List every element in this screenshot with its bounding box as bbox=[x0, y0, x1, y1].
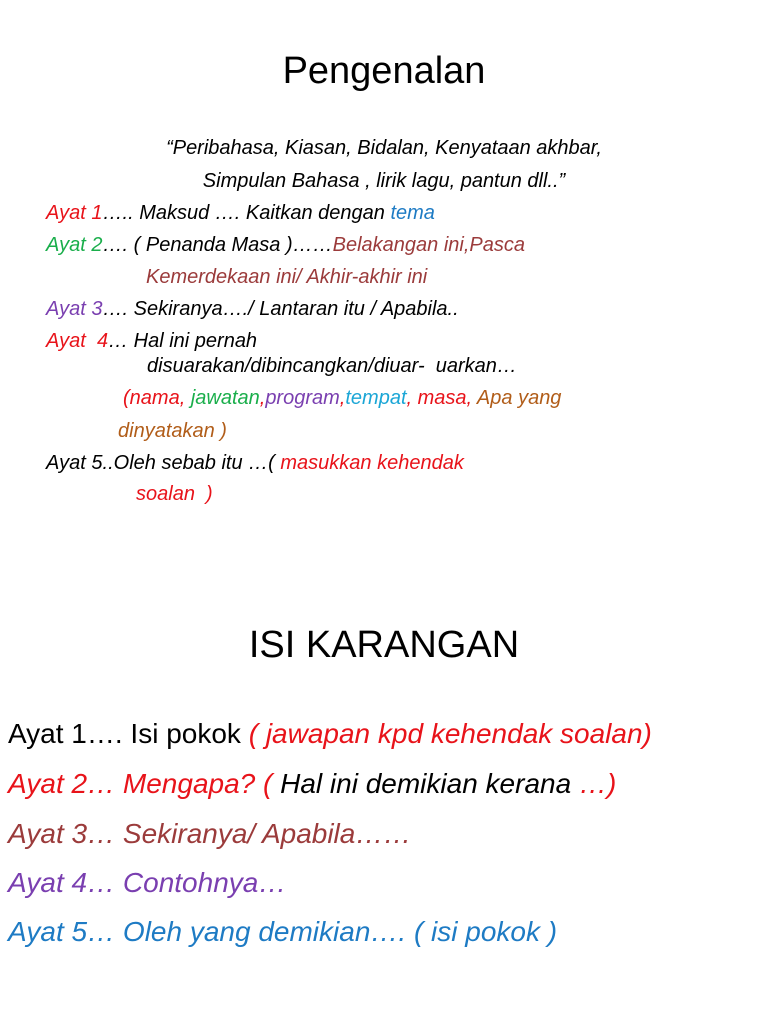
isi-title: ISI KARANGAN bbox=[248, 624, 520, 666]
text-segment: masa bbox=[417, 387, 467, 409]
text-segment: Ayat 3 bbox=[46, 298, 103, 320]
intro-line-ayat-5-cont bbox=[136, 484, 213, 504]
text-segment: dinyatakan ) bbox=[118, 420, 227, 442]
text-segment: …) bbox=[578, 768, 617, 799]
text-segment: ….. Maksud …. Kaitkan dengan bbox=[102, 202, 391, 224]
intro-line-details bbox=[123, 388, 561, 408]
isi-line-ayat-3 bbox=[8, 820, 411, 848]
text-segment: … Hal ini pernah bbox=[108, 330, 258, 352]
text-segment: (nama, bbox=[123, 387, 191, 409]
intro-line-ayat-2-cont bbox=[146, 267, 427, 287]
text-segment: jawatan bbox=[190, 387, 260, 409]
text-segment: …. ( Penanda Masa )…… bbox=[102, 234, 333, 256]
text-segment: ( jawapan kpd kehendak soalan) bbox=[248, 718, 652, 749]
text-segment: disuarakan/dibincangkan/diuar- uarkan… bbox=[147, 355, 517, 377]
intro-line-ayat-5 bbox=[46, 453, 464, 473]
text-segment: Ayat 2… Mengapa? ( bbox=[8, 768, 281, 799]
text-segment: Kemerdekaan ini/ Akhir-akhir ini bbox=[146, 266, 428, 288]
intro-quote-line-2 bbox=[0, 171, 768, 191]
intro-quote-line-1 bbox=[0, 138, 768, 158]
text-segment: Ayat 5… Oleh yang demikian…. ( isi pokok ) bbox=[8, 916, 558, 947]
quote-text: “Peribahasa, Kiasan, Bidalan, Kenyataan akhbar, bbox=[166, 137, 602, 159]
text-segment: Ayat 3… Sekiranya/ Apabila…… bbox=[8, 818, 412, 849]
intro-line-ayat-2 bbox=[46, 235, 525, 255]
isi-slide bbox=[0, 600, 768, 1024]
text-segment: soalan ) bbox=[136, 483, 213, 505]
text-segment: Ayat 5..Oleh sebab itu …( bbox=[46, 452, 281, 474]
quote-text: Simpulan Bahasa , lirik lagu, pantun dll..” bbox=[202, 170, 566, 192]
text-segment: program bbox=[265, 387, 340, 409]
text-segment: tempat bbox=[345, 387, 407, 409]
text-segment: , bbox=[339, 387, 346, 409]
text-segment: Ayat 2 bbox=[46, 234, 103, 256]
text-segment: Ayat 4… Contohnya… bbox=[8, 867, 287, 898]
isi-line-ayat-5 bbox=[8, 918, 557, 946]
intro-title: Pengenalan bbox=[282, 50, 486, 92]
text-segment: Hal ini demikian kerana bbox=[280, 768, 579, 799]
text-segment: , bbox=[406, 387, 418, 409]
text-segment: Apa yang bbox=[476, 387, 562, 409]
isi-line-ayat-2 bbox=[8, 770, 616, 798]
isi-line-ayat-1 bbox=[8, 720, 652, 748]
intro-line-details-cont bbox=[118, 421, 227, 441]
text-segment: Ayat 1 bbox=[46, 202, 103, 224]
text-segment: tema bbox=[390, 202, 435, 224]
intro-line-ayat-4-cont bbox=[147, 356, 517, 376]
intro-line-ayat-4 bbox=[46, 331, 257, 351]
text-segment: , bbox=[259, 387, 266, 409]
text-segment: Ayat 1…. Isi pokok bbox=[8, 718, 249, 749]
text-segment: , bbox=[466, 387, 477, 409]
text-segment: Belakangan ini,Pasca bbox=[332, 234, 525, 256]
intro-line-ayat-3 bbox=[46, 299, 459, 319]
text-segment: Ayat 4 bbox=[46, 330, 109, 352]
isi-line-ayat-4 bbox=[8, 869, 286, 897]
text-segment: masukkan kehendak bbox=[280, 452, 464, 474]
text-segment: …. Sekiranya…./ Lantaran itu / Apabila.. bbox=[102, 298, 459, 320]
intro-line-ayat-1 bbox=[46, 203, 435, 223]
